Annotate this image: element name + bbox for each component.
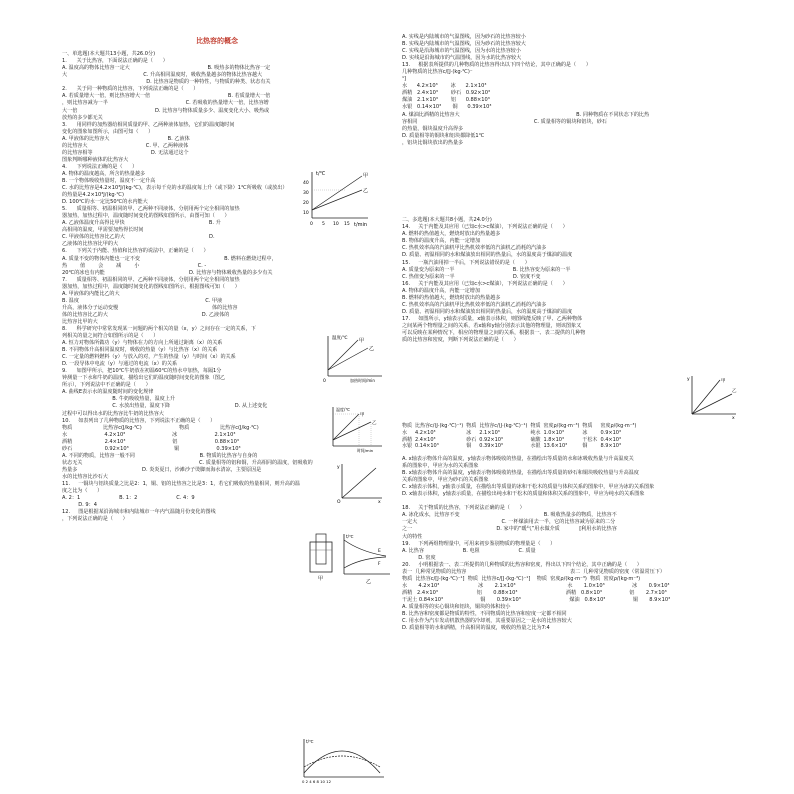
svg-text:t/℃: t/℃	[306, 739, 314, 744]
question-line: B. 牛奶吸收热量，温度上升	[62, 396, 175, 403]
table-header-cell: 比热容c/(J·(kg·℃)⁻¹)	[479, 423, 528, 429]
svg-text:甲: 甲	[360, 413, 365, 418]
question-line: A. 质量变为原来的一半 B. 比热容变为原来的一半	[402, 266, 571, 273]
svg-text:40: 40	[303, 181, 309, 186]
table-header-cell: 物质	[530, 423, 541, 429]
table-cell: 0.14×10³	[415, 443, 439, 450]
question-line: 大 C. 升高相同温度时，吸收热量越多的物体比热容越大	[62, 72, 263, 79]
question-line: 热 值 会 减 小 C. -	[62, 262, 207, 269]
question-line: 容相同 C. 质量相等的铜块和铝块，砂石	[402, 118, 607, 125]
svg-text:y: y	[687, 377, 690, 382]
svg-text:0 2 4 6 8 10 12: 0 2 4 6 8 10 12	[302, 779, 331, 784]
table-cell: 冰	[582, 429, 588, 436]
q3-xlabel: t/min	[354, 222, 368, 228]
question-line: 3. 用同样的加热器给相同质量的甲、乙两种液体加热，它们的温度随时间	[62, 121, 235, 128]
question-line: A. 2：1 B. 1：2 C. 4：9	[62, 495, 195, 502]
question-line	[402, 175, 736, 182]
question-line: B. x轴表示物体升高的温度，y轴表示物体吸收的热量，在描绘出等质量的砂石和铜块吸收热量与升高温度	[402, 470, 639, 477]
question-line: 变化的图象如图所示，由图可知（ ）	[62, 128, 154, 135]
question-line: 比热容比甲的大	[62, 318, 98, 325]
question-line: 之一 D. 家中的“暖气”用水做介质 [利用水的比热容	[402, 526, 617, 533]
question-line: 2. 关于同一种物质的比热容，下列说法正确的是（ ）	[62, 86, 199, 93]
svg-text:甲: 甲	[359, 338, 365, 344]
question-line: 17. 如图所示，y轴表示质量，x轴表示体积，则图线能反映了甲、乙两种物体	[402, 315, 583, 322]
question-line: 列相关的量之间符合如图所示的是（ ）	[62, 333, 159, 340]
question-line: D. 质量相等的铜块和铝块都降低1℃	[402, 132, 485, 139]
svg-text:30: 30	[303, 191, 309, 196]
question-line: A. 不同的物质，比热容一般不同 B. 物质的比热容与自身的	[62, 452, 258, 459]
svg-text:温度/℃: 温度/℃	[332, 336, 348, 341]
question-line: B. 一个物体吸收热量时，温度不一定升高	[62, 177, 156, 184]
question-line: B. 燃料的热值越大，燃烧时放出的热量越多	[402, 294, 501, 301]
question-line: 8. 科学研究中常常发现某一问题的两个相关的量（x，y）之间存在一定的关系，下	[62, 325, 256, 332]
question-line: 20. 小明根据表一、表二所提供的几种物质的比热容和密度，得出以下四个结论，其中正确的是（ ）	[402, 561, 642, 568]
table-cell: 2.4×10³	[415, 436, 436, 443]
question-line: A. 物体的温度升高，内能一定增加	[402, 287, 480, 294]
question-line: B. 实线是内陆城市的气温图线，因为砂石的比热容较大	[402, 41, 526, 48]
question-line: D. 9：4	[62, 502, 97, 509]
svg-text:x: x	[732, 416, 735, 420]
question-line: 可以反映在某种情况下，相应的物理量之间的关系，根据表一、表二提供的几种物	[402, 329, 586, 336]
table-cell: 纯水	[530, 429, 541, 436]
question-line	[402, 147, 736, 154]
svg-text:20: 20	[303, 201, 309, 206]
question-line: 二、多选题(本大题共8小题，共24.0分)	[402, 217, 492, 224]
question-line: 11. 一铜块与铝块质量之比是2：1，铜、铝的比热容之比是3：1，若它们吸收的热量相同，则升高的温	[62, 481, 301, 487]
question-line: 几种物质的比热容c/[J·(kg·℃)⁻	[402, 69, 473, 76]
question-line: D. x轴表示体积，y轴表示质量，在描绘出纯水和干松木的质量和体积关系的图象中，甲应为纯水的关系图象	[402, 491, 645, 498]
right-column-2	[402, 456, 736, 632]
question-line: 18. 关于物质的比热容，下列说法正确的是（ ）	[402, 505, 525, 512]
question-line: 之间某两个物理量之间的关系，若x轴和y轴分别表示其他的物理量，则该图象又	[402, 322, 582, 329]
question-line: 所示），下列说法中不正确的是（ ）	[62, 382, 151, 389]
svg-text:5: 5	[322, 222, 325, 227]
question-line: C. 水放出热量，温度下降 D. 从上述变化	[62, 403, 268, 410]
table-header-cell: 物质	[402, 423, 413, 429]
table-cell: 4.2×10³	[415, 429, 436, 436]
svg-text:15: 15	[344, 222, 350, 227]
question-line: 干泥土 0.84×10³ 铜 0.39×10³ 煤油 0.8×10³ 铜 8.9×10³	[402, 596, 671, 603]
table-cell: 1.0×10³	[543, 429, 564, 436]
question-line	[62, 37, 396, 44]
question-line: 一定大 C. 一杯煤油用去一半，它的比热容减为原来的二分	[402, 519, 616, 526]
question-line: A. 乙液体温度升高得比甲快 B. 升	[62, 220, 221, 227]
question-line: C. x轴表示体积，y轴表示质量，在描绘出等质量的冰和干松木的质量与体积关系的图象中，甲应为冰的关系图象	[402, 484, 655, 491]
question-line: 器加热，加热过程中，温度随时间变化的图线如图所示，根据图线可知（ ）	[62, 283, 240, 290]
question-line: 水 4.2×10³ 冰 2.1×10³	[62, 431, 236, 438]
question-line	[62, 30, 396, 37]
svg-text:时间/min: 时间/min	[357, 448, 374, 453]
question-line: A. 实线是内陆城市的气温图线，因为砂石的比热容较小	[402, 34, 526, 40]
question-line: A. 煤油比酒精的比热容大 B. 同种物质在不同状态下的比热	[402, 111, 650, 118]
question-line	[402, 161, 736, 168]
question-line: 器加热，加热过程中，温度随时间变化的图线如图所示，由图可知（ ）	[62, 213, 230, 220]
question-line: 升高，液体分子运动变慢 体的比热容	[62, 304, 238, 311]
question-line: 的比热容大 C. 甲、乙两种液体	[62, 142, 189, 149]
question-line: 水银 0.14×10³ 铜 0.39×10³	[402, 104, 492, 111]
question-line: B. 比热容和密度都是物质的特性，不同物质的比热容和密度一定都不相同	[402, 611, 567, 618]
question-line	[402, 189, 736, 196]
question-line: C. 热值变为原来的一半 D. 密度不变	[402, 273, 541, 280]
table-cell: 水银	[530, 443, 541, 450]
question-line: 酒精 2.4×10³ 砂石 0.92×10³	[402, 90, 491, 97]
question-line: 煤油 2.1×10³ 铝 0.88×10³	[402, 97, 490, 104]
question-line: A. 比热容 B. 电阻 C. 质量	[402, 547, 536, 554]
question-line: 大一倍 D. 比热容与物体质量多少、温度变化大小、吸热或	[62, 107, 270, 114]
svg-text:乙: 乙	[363, 188, 369, 194]
question-line: C. 热机效率高的汽油机甲比热机效率低的汽油机乙消耗的汽油多	[402, 301, 547, 308]
question-line: 水 4.2×10³ 冰 2.1×10³	[402, 83, 487, 90]
question-line: 关系的图象中，甲应为砂石的关系图象	[402, 477, 489, 484]
q3-ylabel: t/℃	[316, 171, 326, 177]
table-cell: 0.4×10³	[600, 436, 621, 443]
svg-text:10: 10	[303, 211, 309, 216]
table-cell: 干松木	[582, 436, 598, 443]
question-line: 15. 一瓶汽油用掉一半后，下列说法错误的是（ ）	[402, 259, 530, 266]
q17-table	[402, 423, 639, 450]
question-line: D. 一段导体中电流（y）与通过的电流（x）的关系	[62, 361, 178, 368]
question-line	[402, 203, 736, 210]
table-cell: 0.92×10³	[479, 436, 503, 443]
question-line: 6. 下列关于内能、热值和比热容的说法中，正确的是（ ）	[62, 248, 209, 255]
question-line	[402, 196, 736, 203]
question-line: A. 冰化成水，比热容不变 B. 吸收热量多的物质，比热容不	[402, 512, 617, 519]
question-line: 物质 比热容c(J/kg·℃) 物质 比热容c(J/kg·℃)	[62, 424, 259, 431]
q12-graph	[296, 737, 386, 785]
svg-text:0: 0	[310, 222, 313, 227]
table-row	[402, 443, 639, 450]
question-line: 高相同的温度，甲需要加热得长时间	[62, 227, 144, 234]
svg-text:0: 0	[323, 379, 326, 384]
right-column	[402, 34, 736, 344]
question-line	[402, 182, 736, 189]
svg-text:乙: 乙	[732, 389, 737, 394]
question-line: A. 物体的温度越高，所含的热量越多	[62, 170, 146, 177]
question-line: D. 100℃的水一定比50℃的水内能大	[62, 199, 148, 206]
question-line: 系的图象中，甲应为水的关系图象	[402, 463, 479, 470]
question-line: 12. 图是根据某沿海城市和内陆城市一年内气温随月份变化的图线	[62, 509, 216, 516]
q5-graph	[320, 332, 386, 384]
question-line: 的热量，铜块温度升高得多	[402, 125, 464, 132]
question-line: 7. 质量相等、初温相同的甲、乙两种不同液体，分别用两个完全相同的加热	[62, 276, 240, 283]
q8-graph	[336, 462, 384, 504]
table-header-cell: 密度ρ/(kg·m⁻³)	[600, 423, 637, 429]
question-line: 19. 下列两组物理量中，可用来初步鉴别物质的物理量是（ ）	[402, 540, 556, 547]
question-line: A. 燃料的热值越大，燃烧时放出的热量越多	[402, 231, 501, 238]
svg-text:温度/℃: 温度/℃	[336, 407, 350, 412]
table-cell: 0.39×10³	[479, 443, 503, 450]
svg-text:甲: 甲	[721, 379, 726, 384]
question-line: ¹]	[402, 76, 407, 83]
question-line: 16. 关于内能及其应用（已知c水>c煤油），下列说法正确的是（ ）	[402, 280, 568, 287]
svg-text:甲: 甲	[363, 173, 369, 179]
table-cell: 13.6×10³	[543, 443, 568, 450]
svg-text:E: E	[378, 549, 381, 554]
table-header-cell: 密度ρ/(kg·m⁻³)	[543, 423, 580, 429]
question-line: 质的比热容和密度，判断下列说法正确的是（ ）	[402, 337, 519, 344]
svg-text:t/℃: t/℃	[346, 534, 354, 539]
q9-figure	[306, 530, 392, 586]
question-line: A. 质量不变的物体内能也一定不变 B. 燃料在燃烧过程中，	[62, 255, 277, 262]
question-line: C. 水的比热容是4.2×10³J/(kg·℃)，表示每千克的水的温度每上升（或下降）1℃所吸收（或放出）	[62, 185, 288, 192]
question-line: 体的比热容比乙的大 D. 乙液体的	[62, 311, 230, 318]
question-line: 状态无关 C. 质量相等的铝和铜，升高相同的温度，铝吸收的	[62, 459, 313, 466]
question-line: 20℃的冰也有内能 D. 比热容与物体吸收热量的多少有关	[62, 269, 273, 276]
question-line: A. 甲液体的内能比乙的大	[62, 290, 120, 297]
question-line: D. 质量相等的水和酒精，升高相同的温度，吸收的热量之比为7:4	[402, 625, 550, 632]
question-line: 4. 下列说法正确的是（ ）	[62, 163, 138, 170]
page-title: 比热容的概念	[196, 37, 238, 45]
question-line: C. 热机效率高的汽油机甲比热机效率低的汽油机乙消耗的汽油多	[402, 245, 547, 252]
question-line: 物质 比热容c/[J·(kg·℃)⁻¹] 物质 比热容c/[J·(kg·℃)⁻¹] 物质 密度ρ/(kg·m⁻³) 物质 密度ρ/(kg·m⁻³)	[402, 575, 641, 582]
q3-graph	[302, 168, 372, 230]
question-line: 乙液体的比热容比甲的大	[62, 241, 119, 248]
svg-text:F: F	[378, 562, 381, 567]
table-cell: 2.1×10³	[479, 429, 500, 436]
question-line: C. 实线是沿海城市的气温图线，因为水的比热容较小	[402, 48, 521, 55]
svg-text:乙: 乙	[372, 421, 377, 426]
question-line: 酒精 2.4×10³ 铝 0.88×10³	[62, 438, 239, 445]
question-line: B. 物体的温度升高，内能一定增加	[402, 238, 481, 245]
question-line: D. 质量、初温相同的水和煤油放出相同的热量后，水的温度高于煤油的温度	[402, 308, 573, 315]
svg-text:甲: 甲	[318, 576, 324, 582]
question-line: A. 曲线E表示水的温度随时间的变化规律	[62, 389, 154, 396]
question-line: 13. 根据表所提供的几种物质的比热容得出以下四个结论，其中正确的是（ ）	[402, 62, 591, 69]
question-line: D. 质量、初温相同的水和煤油放出相同的热量后，水的温度高于煤油的温度	[402, 252, 573, 259]
table-header-cell: 物质	[582, 423, 593, 429]
question-line: 一、单选题(本大题共13小题，共26.0分)	[62, 51, 156, 58]
svg-text:y: y	[337, 465, 340, 470]
question-line: 14. 关于内能及其应用（已知c水>c煤油），下列说法正确的是（ ）	[402, 224, 568, 231]
table-row	[402, 437, 639, 444]
question-line: 9. 如图甲所示，把10℃牛奶放在初温60℃的热水中加热，每隔1分	[62, 368, 222, 375]
question-line: 10. 如表列出了几种物质的比热容，下列说法不正确的是（ ）	[62, 417, 216, 424]
question-line: A. 质量相等的实心铜块和铝块，铜块的体积较小	[402, 603, 511, 610]
svg-text:O: O	[337, 500, 341, 504]
table-row	[402, 430, 639, 437]
table-cell: 8.9×10³	[600, 443, 621, 450]
table-cell: 铜	[582, 443, 588, 450]
svg-text:10: 10	[333, 222, 339, 227]
svg-text:加热时间/min: 加热时间/min	[350, 378, 375, 383]
table-cell: 水	[402, 429, 408, 436]
question-line: A. 若质量增大一倍，则比热容增大一倍 B. 若质量增大一倍	[62, 93, 271, 100]
question-line: 钟测量一下水和牛奶的温度，描绘出它们的温度随时间变化的图象（图乙	[62, 375, 226, 382]
question-line: D. 实线是沿海城市的气温图线，因为水的比热容较大	[402, 55, 522, 62]
table-cell: 砂石	[466, 436, 477, 443]
question-line: 5. 质量相等、初温相同的甲、乙两种不同液体，分别用两个完全相同的加热	[62, 206, 240, 213]
question-line	[402, 154, 736, 161]
question-line	[402, 168, 736, 175]
table-header-cell: 物质	[466, 423, 477, 429]
table-cell: 硫酸	[530, 436, 541, 443]
question-line: 酒精 2.4×10³ 铝 0.88×10³ 酒精 0.8×10³ 铝 2.7×10³	[402, 589, 667, 596]
question-line: ，铝块比铜块放出的热量多	[402, 139, 464, 146]
question-line: ，下列说法正确的是（ ）	[62, 516, 128, 523]
table-cell: 1.8×10³	[543, 436, 564, 443]
table-cell: 水银	[402, 443, 413, 450]
question-line: C. 甲液体的比热容比乙的大 D.	[62, 234, 215, 241]
question-line: 1. 关于比热容，下面说法正确的是（ ）	[62, 58, 168, 65]
question-line: B. 不同物体升高相同温度时，吸收的热量（y）与比热容（x）的关系	[62, 347, 218, 354]
table-cell: 0.9×10³	[600, 429, 621, 436]
question-line: A. 甲液体的比热容大 B. 乙液体	[62, 135, 190, 142]
question-line: 表一 几种常见物质的比热容 表二 几种常见物质的密度（常温常压下）	[402, 568, 665, 575]
table-cell: 铜	[466, 443, 472, 450]
table-cell: 冰	[466, 429, 472, 436]
question-line: D. 比热容是物质的一种特性，与物质的种类、状态有关	[62, 79, 271, 86]
question-line: 热量多 D. 炎炎夏日，沙滩沙子烫脚而海水清凉，主要原因是	[62, 466, 262, 473]
svg-text:乙: 乙	[366, 579, 372, 585]
question-line: A. 温度高的物体比热容一定大 B. 吸热多的物体比热容一定	[62, 65, 271, 72]
table-header-cell: 比热容c/(J·(kg·℃)⁻¹)	[415, 423, 464, 429]
table-cell: 酒精	[402, 436, 413, 443]
svg-text:x: x	[378, 500, 381, 504]
question-line: 过程中可以得出水的比热容比牛奶的比热容大	[62, 410, 164, 417]
question-line: 水 4.2×10³ 冰 2.1×10³ 水 1.0×10³ 冰 0.9×10³	[402, 582, 670, 589]
question-line: C. 一定量的燃料燃料（y）与放入的对，产生的热量（y）与时间（x）的关系	[62, 354, 236, 361]
question-line: 水的比热容比沙石大	[62, 473, 108, 480]
question-line: B. 温度 C. 甲液	[62, 297, 223, 304]
question-line: 砂石 0.92×10³ 铜 0.39×10³	[62, 445, 241, 452]
question-line: 的热量是4.2×10³J/(kg·℃)	[62, 192, 124, 199]
question-line: 度之比为（ ）	[62, 488, 103, 495]
question-line: C. 用水作为汽车发动机散热器的冷却剂，其重要原因之一是水的比热容较大	[402, 618, 572, 625]
question-line: 的比热容相等 D. 无法通过这个	[62, 149, 189, 156]
q17-graph	[686, 374, 738, 420]
question-line: 放热的多少都无关	[62, 114, 103, 121]
question-line: ，则比热容减为一半 C. 若吸收的热量增大一倍，比热容增	[62, 100, 269, 107]
question-line: 大的特性	[402, 533, 423, 540]
q7-graph	[327, 404, 385, 454]
question-line: 图象判断哪种液体的比热容大	[62, 156, 129, 163]
svg-text:乙: 乙	[369, 346, 375, 352]
question-line: A. x轴表示物体升高的温度，y轴表示物体吸收的热量，在描绘出等质量的水和冰吸收热量与升高温度关	[402, 456, 634, 462]
question-line: D. 密度	[402, 554, 436, 561]
question-line: A. 恒力对物体所做功（y）与物体在力的方向上所通过距离（x）的关系	[62, 340, 223, 347]
